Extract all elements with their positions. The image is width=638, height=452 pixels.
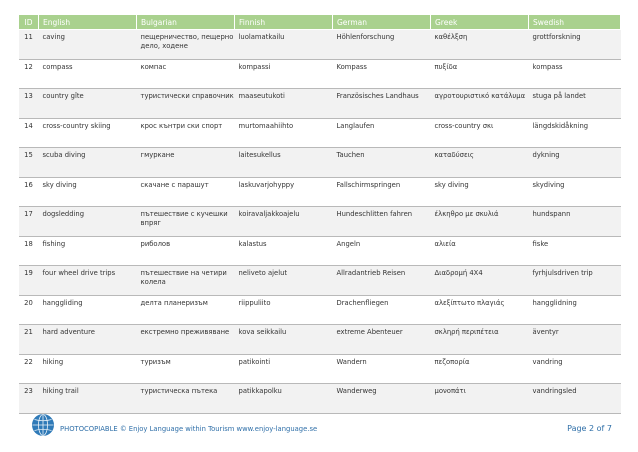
cell-finnish: laitesukellus	[235, 148, 333, 178]
cell-greek: καταδύσεις	[431, 148, 529, 178]
cell-english: hard adventure	[39, 325, 137, 355]
table-row	[19, 89, 621, 119]
cell-swedish: dykning	[529, 148, 621, 178]
cell-bulgarian: пътешествие с кучешки впряг	[137, 207, 235, 237]
cell-finnish: neliveto ajelut	[235, 266, 333, 296]
cell-swedish: hangglidning	[529, 295, 621, 325]
cell-finnish: murtomaahiihto	[235, 118, 333, 148]
cell-german: Hundeschlitten fahren	[333, 207, 431, 237]
cell-swedish: kompass	[529, 59, 621, 89]
cell-english: hanggliding	[39, 295, 137, 325]
cell-german: Tauchen	[333, 148, 431, 178]
cell-greek: αλιεία	[431, 236, 529, 266]
cell-bulgarian: пещерничество, пещерно дело, ходене	[137, 30, 235, 60]
cell-english: compass	[39, 59, 137, 89]
cell-english: hiking	[39, 354, 137, 384]
table-row	[19, 295, 621, 325]
vocabulary-table-container	[18, 14, 620, 414]
header-finnish: Finnish	[235, 15, 333, 30]
table-body	[19, 30, 621, 414]
cell-swedish: fyrhjulsdriven trip	[529, 266, 621, 296]
page-number: Page 2 of 7	[567, 424, 612, 433]
cell-bulgarian: екстремно преживяване	[137, 325, 235, 355]
cell-id: 23	[19, 384, 39, 414]
cell-german: Kompass	[333, 59, 431, 89]
cell-id: 21	[19, 325, 39, 355]
cell-finnish: patikointi	[235, 354, 333, 384]
cell-english: cross-country skiing	[39, 118, 137, 148]
cell-id: 14	[19, 118, 39, 148]
globe-icon	[32, 414, 54, 436]
table-row	[19, 59, 621, 89]
header-swedish: Swedish	[529, 15, 621, 30]
cell-finnish: kova seikkailu	[235, 325, 333, 355]
cell-english: four wheel drive trips	[39, 266, 137, 296]
cell-german: Angeln	[333, 236, 431, 266]
cell-bulgarian: гмуркане	[137, 148, 235, 178]
cell-greek: καθέλξση	[431, 30, 529, 60]
table-row	[19, 118, 621, 148]
cell-greek: μονοπάτι	[431, 384, 529, 414]
cell-english: caving	[39, 30, 137, 60]
cell-bulgarian: туристически справочник	[137, 89, 235, 119]
table-row	[19, 325, 621, 355]
cell-bulgarian: пътешествие на четири колела	[137, 266, 235, 296]
cell-german: Wandern	[333, 354, 431, 384]
cell-german: Fallschirmspringen	[333, 177, 431, 207]
cell-bulgarian: крос кънтри ски спорт	[137, 118, 235, 148]
cell-bulgarian: делта планеризъм	[137, 295, 235, 325]
cell-swedish: grottforskning	[529, 30, 621, 60]
header-german: German	[333, 15, 431, 30]
cell-swedish: vandringsled	[529, 384, 621, 414]
cell-greek: αγροτουριστικό κατάλυμα	[431, 89, 529, 119]
cell-finnish: kalastus	[235, 236, 333, 266]
cell-finnish: riippuliito	[235, 295, 333, 325]
cell-bulgarian: риболов	[137, 236, 235, 266]
cell-id: 15	[19, 148, 39, 178]
cell-id: 11	[19, 30, 39, 60]
cell-bulgarian: туризъм	[137, 354, 235, 384]
cell-bulgarian: скачане с парашут	[137, 177, 235, 207]
cell-german: Französisches Landhaus	[333, 89, 431, 119]
cell-greek: αλεξίπτωτο πλαγιάς	[431, 295, 529, 325]
cell-id: 20	[19, 295, 39, 325]
table-row	[19, 207, 621, 237]
cell-id: 12	[19, 59, 39, 89]
cell-swedish: vandring	[529, 354, 621, 384]
cell-english: dogsledding	[39, 207, 137, 237]
header-greek: Greek	[431, 15, 529, 30]
cell-english: fishing	[39, 236, 137, 266]
cell-finnish: kompassi	[235, 59, 333, 89]
cell-swedish: skydiving	[529, 177, 621, 207]
header-id: ID	[19, 15, 39, 30]
cell-bulgarian: туристическа пътека	[137, 384, 235, 414]
table-header-row	[19, 15, 621, 30]
cell-bulgarian: компас	[137, 59, 235, 89]
cell-german: Drachenfliegen	[333, 295, 431, 325]
cell-finnish: luolamatkailu	[235, 30, 333, 60]
cell-swedish: hundspann	[529, 207, 621, 237]
table-row	[19, 354, 621, 384]
cell-swedish: stuga på landet	[529, 89, 621, 119]
copyright-text: PHOTOCOPIABLE © Enjoy Language within Tourism www.enjoy-language.se	[60, 425, 318, 433]
cell-english: country gîte	[39, 89, 137, 119]
cell-german: Wanderweg	[333, 384, 431, 414]
cell-finnish: koiravaljakkoajelu	[235, 207, 333, 237]
cell-id: 13	[19, 89, 39, 119]
table-row	[19, 148, 621, 178]
cell-id: 17	[19, 207, 39, 237]
cell-id: 16	[19, 177, 39, 207]
cell-greek: πεζοπορία	[431, 354, 529, 384]
cell-greek: πυξίδα	[431, 59, 529, 89]
cell-english: sky diving	[39, 177, 137, 207]
cell-swedish: äventyr	[529, 325, 621, 355]
cell-german: Allradantrieb Reisen	[333, 266, 431, 296]
header-bulgarian: Bulgarian	[137, 15, 235, 30]
cell-id: 18	[19, 236, 39, 266]
cell-greek: έλκηθρο με σκυλιά	[431, 207, 529, 237]
table-row	[19, 384, 621, 414]
cell-id: 22	[19, 354, 39, 384]
cell-greek: Διαδρομή 4X4	[431, 266, 529, 296]
cell-german: extreme Abenteuer	[333, 325, 431, 355]
cell-german: Höhlenforschung	[333, 30, 431, 60]
cell-finnish: laskuvarjohyppy	[235, 177, 333, 207]
cell-swedish: längdskidåkning	[529, 118, 621, 148]
cell-greek: σκληρή περιπέτεια	[431, 325, 529, 355]
cell-english: scuba diving	[39, 148, 137, 178]
vocabulary-table	[18, 14, 621, 414]
cell-english: hiking trail	[39, 384, 137, 414]
table-row	[19, 266, 621, 296]
header-english: English	[39, 15, 137, 30]
cell-swedish: fiske	[529, 236, 621, 266]
cell-finnish: patikkapolku	[235, 384, 333, 414]
cell-finnish: maaseutukoti	[235, 89, 333, 119]
cell-greek: sky diving	[431, 177, 529, 207]
cell-id: 19	[19, 266, 39, 296]
table-row	[19, 177, 621, 207]
table-row	[19, 236, 621, 266]
cell-greek: cross-country σκι	[431, 118, 529, 148]
cell-german: Langlaufen	[333, 118, 431, 148]
page-footer	[32, 414, 622, 440]
table-row	[19, 30, 621, 60]
